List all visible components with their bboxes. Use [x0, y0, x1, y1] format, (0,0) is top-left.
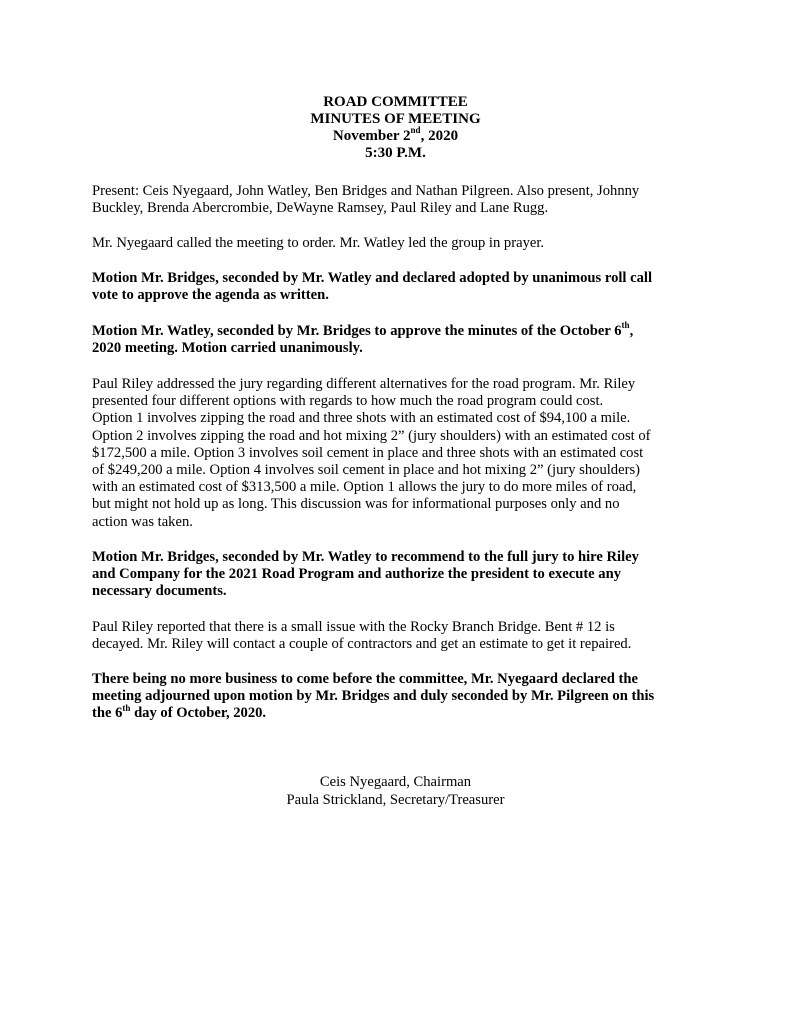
attendance-line: Buckley, Brenda Abercrombie, DeWayne Ramsey, Paul Riley and Lane Rugg. [92, 200, 549, 217]
road-program-line: of $249,200 a mile. Option 4 involves soil cement in place and hot mixing 2” (jury shoulders) [92, 462, 640, 479]
meeting-date-ordinal: nd [410, 125, 421, 135]
adjournment-line: meeting adjourned upon motion by Mr. Bridges and duly seconded by Mr. Pilgreen on this [92, 688, 655, 705]
call-to-order-paragraph [92, 235, 732, 252]
adjournment-line [92, 702, 732, 722]
road-program-line: with an estimated cost of $313,500 a mile. Option 1 allows the jury to do more miles of road, [92, 479, 637, 496]
motion-riley-paragraph [92, 549, 732, 601]
road-program-line: $172,500 a mile. Option 3 involves soil cement in place and three shots with an estimated cost [92, 444, 644, 461]
road-program-line: Option 1 involves zipping the road and three shots with an estimated cost of $94,100 a mile. [92, 410, 631, 427]
motion-agenda-paragraph [92, 270, 732, 304]
road-program-line: presented four different options with regards to how much the road program could cost. [92, 393, 604, 410]
adjournment-line3-prefix: the 6 [92, 705, 123, 722]
motion-minutes-line: 2020 meeting. Motion carried unanimously. [92, 340, 363, 357]
motion-minutes-ordinal: th [621, 320, 630, 331]
chairman-signature: Ceis Nyegaard, Chairman [319, 774, 472, 790]
road-program-line: action was taken. [92, 513, 193, 530]
meeting-date [0, 125, 791, 145]
bridge-report-paragraph [92, 619, 732, 653]
motion-agenda-line: Motion Mr. Bridges, seconded by Mr. Watley and declared adopted by unanimous roll call [92, 270, 653, 286]
signature-block [0, 774, 791, 809]
attendance-line: Present: Ceis Nyegaard, John Watley, Ben Bridges and Nathan Pilgreen. Also present, Johnny [92, 183, 640, 199]
secretary-signature: Paula Strickland, Secretary/Treasurer [286, 791, 505, 808]
adjournment-ordinal: th [122, 702, 131, 713]
meeting-time: 5:30 P.M. [365, 145, 426, 161]
document-title: ROAD COMMITTEE [323, 94, 468, 110]
road-program-line: Paul Riley addressed the jury regarding different alternatives for the road program. Mr. Riley [92, 376, 636, 392]
road-program-paragraph [92, 376, 732, 531]
adjournment-paragraph [92, 671, 732, 723]
motion-riley-line: Motion Mr. Bridges, seconded by Mr. Watley to recommend to the full jury to hire Riley [92, 549, 639, 565]
motion-riley-line: and Company for the 2021 Road Program and authorize the president to execute any [92, 566, 622, 583]
motion-minutes-paragraph [92, 320, 732, 357]
document-header [0, 94, 791, 162]
bridge-report-line: decayed. Mr. Riley will contact a couple of contractors and get an estimate to get it repaired. [92, 636, 632, 653]
call-to-order-line: Mr. Nyegaard called the meeting to order. Mr. Watley led the group in prayer. [92, 235, 545, 251]
document-subtitle: MINUTES OF MEETING [310, 111, 481, 127]
bridge-report-line: Paul Riley reported that there is a small issue with the Rocky Branch Bridge. Bent # 12 is [92, 619, 615, 635]
adjournment-line: There being no more business to come before the committee, Mr. Nyegaard declared the [92, 671, 638, 687]
motion-agenda-line: vote to approve the agenda as written. [92, 287, 329, 304]
meeting-date-suffix: , 2020 [420, 128, 459, 144]
motion-minutes-line1-prefix: Motion Mr. Watley, seconded by Mr. Bridges to approve the minutes of the October 6 [92, 323, 622, 339]
road-program-line: Option 2 involves zipping the road and hot mixing 2” (jury shoulders) with an estimated cost of [92, 427, 651, 444]
motion-riley-line: necessary documents. [92, 583, 227, 600]
motion-minutes-line1-suffix: , [629, 323, 634, 339]
road-program-line: but might not hold up as long. This discussion was for informational purposes only and no [92, 496, 620, 513]
attendance-paragraph [92, 183, 732, 217]
adjournment-line3-suffix: day of October, 2020. [130, 705, 267, 722]
meeting-date-prefix: November 2 [332, 128, 411, 144]
motion-minutes-line [92, 320, 732, 340]
